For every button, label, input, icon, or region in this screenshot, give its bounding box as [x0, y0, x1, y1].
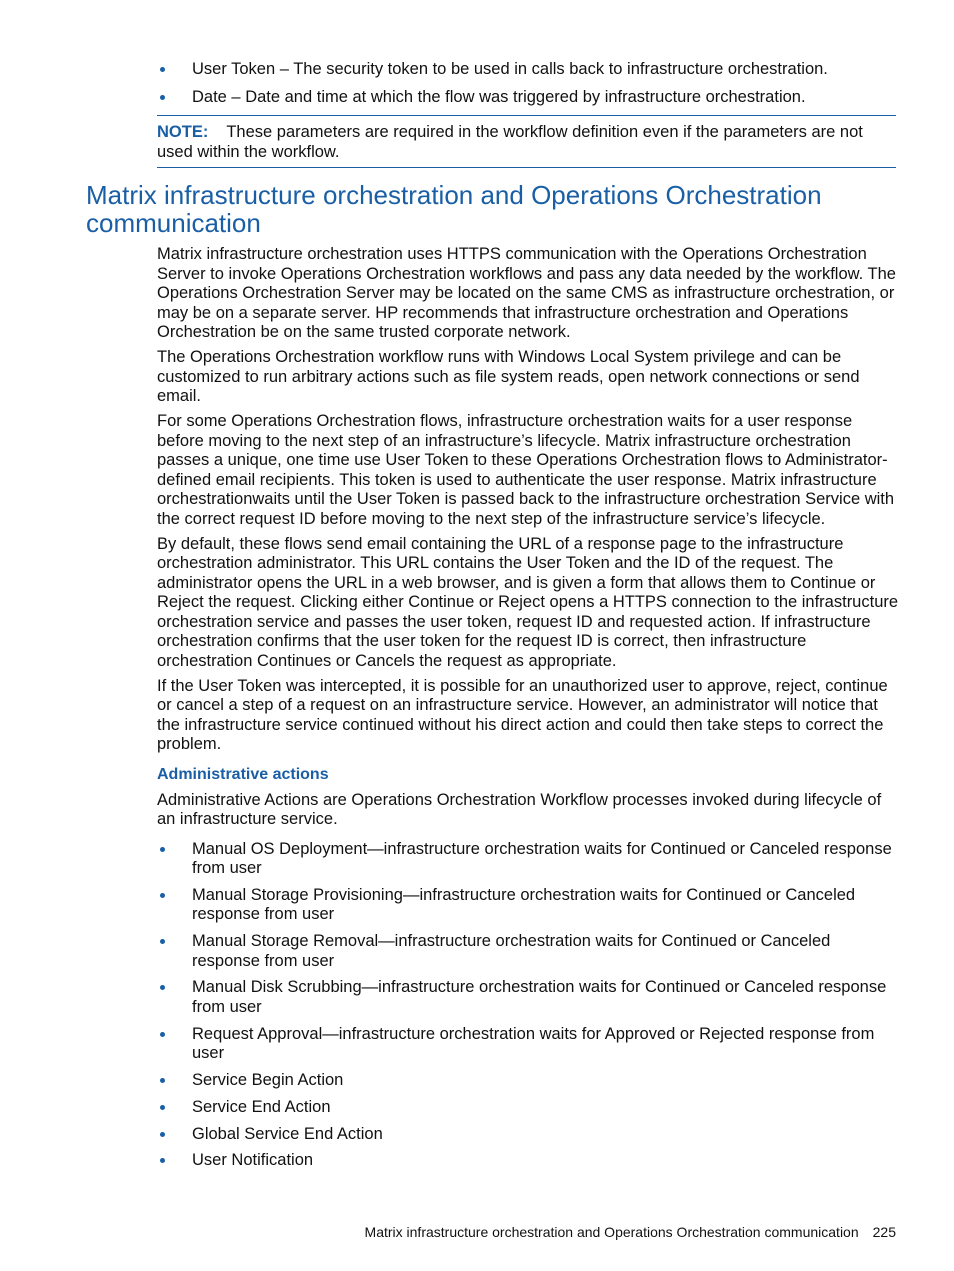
list-item: Global Service End Action	[157, 1125, 899, 1145]
note-box	[157, 115, 896, 168]
list-item: Service End Action	[157, 1098, 899, 1118]
footer-title: Matrix infrastructure orchestration and Operations Orchestration communication	[364, 1224, 859, 1240]
list-item: Date – Date and time at which the flow was triggered by infrastructure orchestration.	[157, 88, 897, 108]
list-item: Request Approval—infrastructure orchestration waits for Approved or Rejected response from user	[157, 1025, 899, 1064]
paragraph: The Operations Orchestration workflow runs with Windows Local System privilege and can be customized to run arbitrary actions such as file system reads, open network connections or send email.	[157, 348, 860, 405]
section-heading: Matrix infrastructure orchestration and Operations Orchestration communication	[86, 180, 822, 238]
parameter-bullet-list	[157, 60, 897, 116]
section-body	[157, 245, 899, 1178]
list-item: Manual OS Deployment—infrastructure orchestration waits for Continued or Canceled response from user	[157, 840, 899, 879]
subsection-heading: Administrative actions	[157, 765, 329, 783]
paragraph: Administrative Actions are Operations Orchestration Workflow processes invoked during lifecycle of an infrastructure service.	[157, 790, 882, 828]
list-item: Manual Storage Provisioning—infrastructure orchestration waits for Continued or Canceled response from user	[157, 886, 899, 925]
list-item: User Notification	[157, 1151, 899, 1171]
list-item: Manual Disk Scrubbing—infrastructure orchestration waits for Continued or Canceled response from user	[157, 978, 899, 1017]
note-label: NOTE:	[157, 123, 209, 141]
list-item: Manual Storage Removal—infrastructure orchestration waits for Continued or Canceled response from user	[157, 932, 899, 971]
note-text: These parameters are required in the workflow definition even if the parameters are not used within the workflow.	[157, 123, 863, 161]
paragraph: Matrix infrastructure orchestration uses HTTPS communication with the Operations Orchestration Server to invoke Operations Orchestration workflows and pass any data needed by the workflow. The Operations Orchestration Server may be located on the same CMS as infrastructure orchestration, or may be on a separate server. HP recommends that infrastructure orchestration and Operations Orchestration be on the same trusted corporate network.	[157, 245, 896, 341]
page-footer	[365, 1223, 896, 1241]
paragraph: For some Operations Orchestration flows, infrastructure orchestration waits for a user response before moving to the next step of an infrastructure’s lifecycle. Matrix infrastructure orchestration passes a unique, one time use User Token to these Operations Orchestration flows to Administrator-defined email recipients. This token is used to authenticate the user response. Matrix infrastructure orchestrationwaits until the User Token is passed back to the infrastructure orchestration Service with the correct request ID before moving to the next step of the infrastructure service’s lifecycle.	[157, 412, 895, 528]
paragraph: By default, these flows send email containing the URL of a response page to the infrastructure orchestration administrator. This URL contains the User Token and the ID of the request. The administrator opens the URL in a web browser, and is given a form that allows them to Continue or Reject the request. Clicking either Continue or Reject opens a HTTPS connection to the infrastructure orchestration service and passes the user token, request ID and requested action. If infrastructure orchestration confirms that the user token for the request ID is correct, then infrastructure orchestration Continues or Cancels the request as appropriate.	[157, 534, 899, 670]
list-item: User Token – The security token to be used in calls back to infrastructure orchestration.	[157, 60, 897, 80]
page-number: 225	[872, 1224, 896, 1240]
list-item: Service Begin Action	[157, 1071, 899, 1091]
admin-actions-list	[157, 840, 899, 1171]
paragraph: If the User Token was intercepted, it is possible for an unauthorized user to approve, reject, continue or cancel a step of a request on an infrastructure service. However, an administrator will notice that the infrastructure service continued without his direct action and could then take steps to correct the problem.	[157, 676, 888, 753]
